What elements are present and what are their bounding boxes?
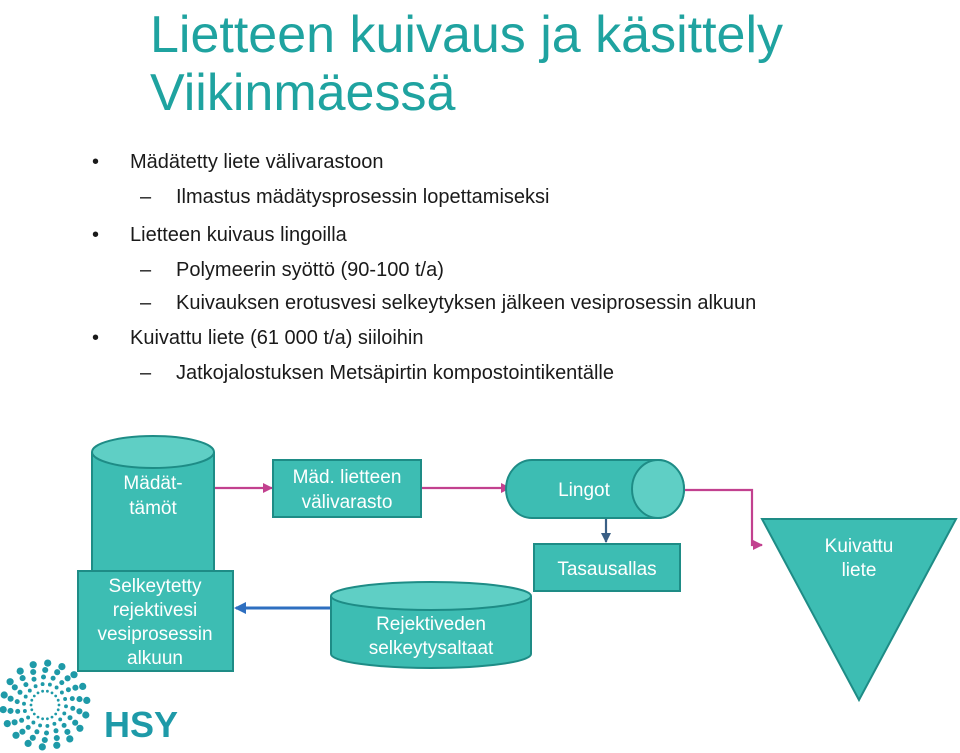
bullet-text: Kuivattu liete (61 000 t/a) siiloihin [130, 327, 424, 349]
hsy-logo-dot [51, 716, 54, 719]
hsy-logo-dot [41, 682, 45, 686]
bullet-text: Kuivauksen erotusvesi selkeytyksen jälkeen vesiprosessin alkuun [176, 292, 757, 314]
dash-marker: – [140, 362, 152, 384]
hsy-logo-dot [54, 695, 57, 698]
node-selkeytetty-line2: rejektivesi [112, 600, 198, 621]
node-lingot-label: Lingot [558, 480, 610, 501]
hsy-logo-dot [41, 690, 44, 693]
hsy-logo-dot [48, 683, 52, 687]
bullet-marker: • [92, 224, 100, 246]
hsy-logo-dot [25, 740, 32, 747]
node-lingot [506, 460, 684, 518]
hsy-logo-dot [12, 684, 18, 690]
node-madattamot [92, 436, 214, 592]
hsy-logo-dot [79, 683, 86, 690]
hsy-logo-dot [12, 719, 18, 725]
node-valivarasto [273, 460, 421, 517]
hsy-logo-dot [76, 696, 82, 702]
hsy-logo-dot [54, 735, 60, 741]
hsy-logo-dot [34, 684, 38, 688]
hsy-logo-dot [45, 724, 49, 728]
hsy-logo-dot [51, 692, 54, 695]
bullet-text: Mädätetty liete välivarastoon [130, 151, 384, 173]
title-line-2: Viikinmäessä [150, 64, 456, 122]
hsy-logo-dot [20, 675, 26, 681]
hsy-logo-emblem [0, 660, 90, 751]
hsy-logo-dot [64, 729, 70, 735]
hsy-logo-dot [52, 722, 56, 726]
bullet-text: Ilmastus mädätysprosessin lopettamiseksi [176, 186, 550, 208]
hsy-logo-dot [30, 699, 33, 702]
node-selkeytetty-line1: Selkeytetty [108, 576, 202, 597]
hsy-logo-dot [70, 671, 77, 678]
hsy-logo-dot [58, 717, 62, 721]
hsy-logo-dot [44, 660, 51, 667]
node-selkeytetty [78, 571, 233, 671]
hsy-logo-dot [24, 695, 28, 699]
hsy-logo-dot [4, 720, 11, 727]
hsy-logo-dot [64, 704, 68, 708]
node-kuivattu-line1: Kuivattu [824, 536, 894, 557]
bullet-marker: • [92, 151, 100, 173]
node-madattamot-line1: Mädät- [123, 473, 183, 494]
bullet-text: Lietteen kuivaus lingoilla [130, 224, 347, 246]
hsy-logo-dot [8, 696, 14, 702]
hsy-logo-dot [70, 696, 75, 701]
hsy-logo-dot [19, 729, 25, 735]
hsy-logo-dot [30, 708, 33, 711]
hsy-logo-dot [60, 691, 64, 695]
title-line-1: Lietteen kuivaus ja käsittely [150, 6, 784, 64]
hsy-logo-dot [22, 702, 26, 706]
hsy-logo-dot [44, 731, 49, 736]
hsy-logo-dot [46, 690, 49, 693]
hsy-logo-dot [26, 716, 30, 720]
hsy-logo-dot [39, 743, 46, 750]
node-rejektiveden-line1: Rejektiveden [376, 614, 486, 635]
node-kuivattu-line2: liete [841, 560, 877, 581]
hsy-logo [0, 660, 178, 751]
node-tasausallas [534, 544, 680, 591]
hsy-logo-dot [82, 711, 89, 718]
node-rejektiveden-line2: selkeytysaltaat [368, 638, 494, 659]
hsy-logo-dot [23, 709, 27, 713]
hsy-logo-dot [62, 723, 67, 728]
hsy-logo-dot [68, 715, 73, 720]
hsy-logo-dot [54, 713, 57, 716]
hsy-logo-dot [7, 678, 14, 685]
node-valivarasto-line2: välivarasto [301, 492, 393, 513]
node-tasausallas-label: Tasausallas [557, 559, 657, 580]
hsy-logo-dot [70, 706, 75, 711]
hsy-logo-dot [42, 737, 48, 743]
hsy-logo-dot [33, 713, 36, 716]
hsy-logo-dot [83, 697, 90, 704]
node-selkeytetty-line3: vesiprosessin [97, 624, 213, 645]
hsy-logo-dot [15, 699, 20, 704]
node-madattamot-line2: tämöt [129, 498, 177, 519]
hsy-logo-dot [41, 675, 46, 680]
hsy-logo-dot [37, 692, 40, 695]
node-selkeytetty-line4: alkuun [127, 648, 183, 669]
hsy-logo-dot [62, 711, 66, 715]
hsy-logo-dot [65, 675, 71, 681]
hsy-logo-dot [41, 717, 44, 720]
node-kuivattu [762, 519, 956, 700]
hsy-logo-dot [72, 685, 78, 691]
hsy-logo-dot [33, 695, 36, 698]
hsy-logo-dot [54, 669, 60, 675]
node-valivarasto-line1: Mäd. lietteen [292, 467, 402, 488]
hsy-logo-dot [15, 709, 20, 714]
hsy-logo-dot [58, 663, 65, 670]
hsy-logo-dot [38, 723, 42, 727]
hsy-logo-dot [19, 718, 24, 723]
hsy-logo-dot [37, 716, 40, 719]
hsy-logo-dot [55, 686, 59, 690]
bullet-marker: • [92, 327, 100, 349]
hsy-logo-dot [30, 735, 36, 741]
hsy-logo-dot [76, 725, 83, 732]
hsy-logo-dot [30, 661, 37, 668]
node-rejektiveden [331, 582, 531, 668]
hsy-logo-dot [46, 717, 49, 720]
hsy-logo-dot [31, 721, 35, 725]
dash-marker: – [140, 292, 152, 314]
hsy-logo-dot [34, 729, 39, 734]
hsy-logo-dot [7, 708, 13, 714]
hsy-logo-text: HSY [104, 704, 179, 745]
hsy-logo-dot [32, 677, 37, 682]
hsy-logo-dot [18, 690, 23, 695]
hsy-logo-dot [63, 697, 67, 701]
hsy-logo-dot [54, 728, 59, 733]
hsy-logo-dot [23, 682, 28, 687]
hsy-logo-dot [28, 689, 32, 693]
dash-marker: – [140, 259, 152, 281]
hsy-logo-dot [76, 708, 82, 714]
hsy-logo-dot [0, 706, 7, 713]
hsy-logo-dot [12, 732, 19, 739]
hsy-logo-dot [59, 680, 64, 685]
hsy-logo-dot [26, 725, 31, 730]
dash-marker: – [140, 186, 152, 208]
hsy-logo-dot [72, 720, 78, 726]
hsy-logo-dot [57, 708, 60, 711]
hsy-logo-dot [51, 676, 56, 681]
hsy-logo-dot [1, 691, 8, 698]
hsy-logo-dot [17, 668, 24, 675]
hsy-logo-dot [66, 687, 71, 692]
hsy-logo-dot [57, 699, 60, 702]
bullet-text: Jatkojalostuksen Metsäpirtin kompostointikentälle [176, 362, 614, 384]
hsy-logo-dot [30, 669, 36, 675]
hsy-logo-dot [53, 742, 60, 749]
hsy-logo-dot [30, 704, 33, 707]
hsy-logo-dot [66, 735, 73, 742]
hsy-logo-dot [58, 704, 61, 707]
hsy-logo-dot [42, 667, 48, 673]
bullet-text: Polymeerin syöttö (90-100 t/a) [176, 259, 444, 281]
